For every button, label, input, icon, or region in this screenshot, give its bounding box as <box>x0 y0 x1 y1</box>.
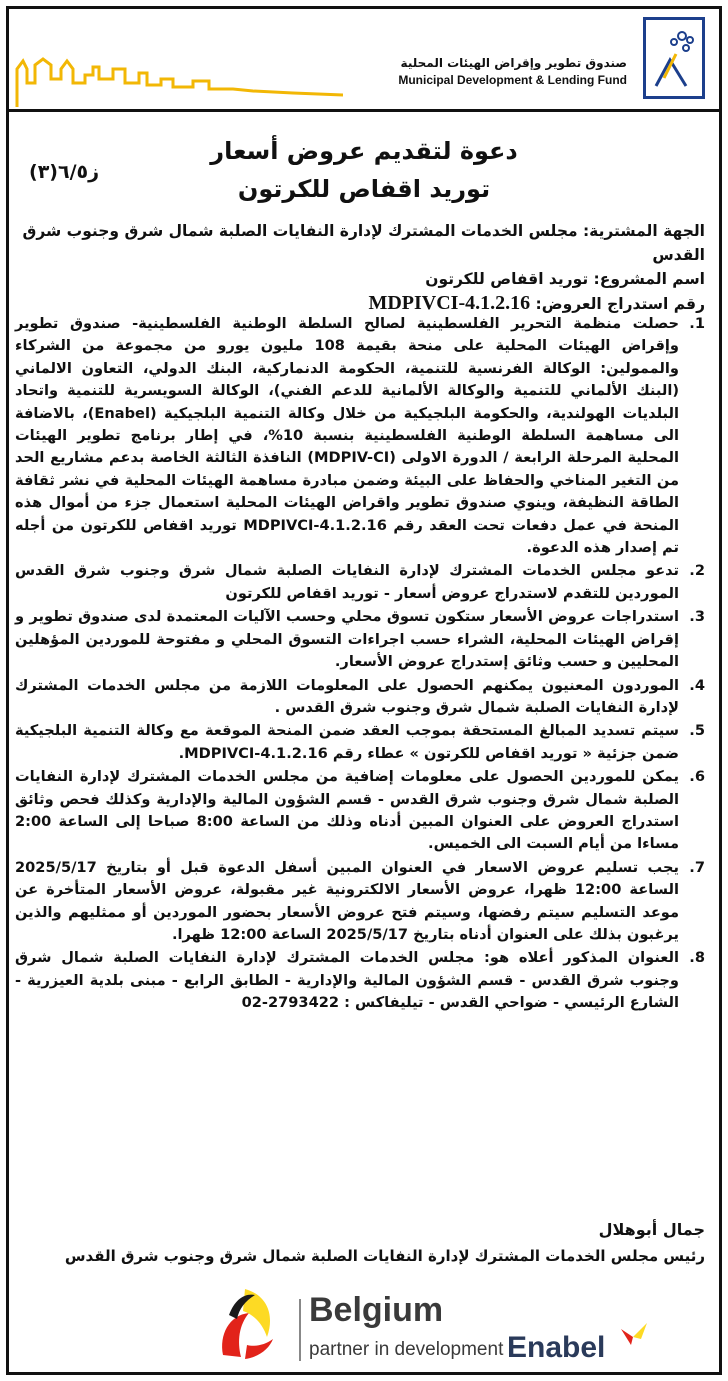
enabel-mark-icon <box>619 1319 649 1349</box>
signature-block <box>15 1217 705 1269</box>
clause-number: 5. <box>689 722 705 740</box>
advertisement-frame <box>6 6 722 1375</box>
fund-name-block <box>398 55 627 89</box>
partner-tagline: partner in development <box>309 1339 504 1360</box>
list-item <box>15 947 705 1014</box>
project-line: اسم المشروع: توريد اقفاص للكرتون <box>425 270 705 288</box>
clause-number: 1. <box>689 315 705 332</box>
footer-logos <box>9 1279 719 1374</box>
purchaser-line: الجهة المشترية: مجلس الخدمات المشترك لإدارة النفايات الصلبة شمال شرق وجنوب شرق القدس <box>22 222 705 264</box>
clause-number: 7. <box>689 858 705 876</box>
fund-logo-icon <box>643 17 705 99</box>
list-item <box>15 720 705 765</box>
list-item <box>15 857 705 947</box>
belgium-flag-logo-icon <box>215 1285 279 1363</box>
fund-name-arabic: صندوق تطوير وإقراض الهيئات المحلية <box>400 56 627 70</box>
clause-number: 2. <box>689 562 705 580</box>
list-item <box>15 766 705 856</box>
jerusalem-skyline-icon <box>13 39 343 109</box>
clause-text: حصلت منظمة التحرير الفلسطينية لصالح السلطة الوطنية الفلسطينية- صندوق تطوير وإقراض الهيئات المحلية على منحة بقيمة 108 مليون يورو من مجموعة من الشركاء والممولين: الوكالة الفرنسية للتنمية، الحكومة الدنماركية، البنك الدولي، التعاون الالماني (البنك الألماني للتنمية والوكالة الألمانية للدعم الفني)، الوكالة السويسرية للتنمية واتحاد البلديات الهولندية، والحكومة البلجيكية من خلال وكالة التنمية البلجيكية (Enabel)، بالاضافة الى مساهمة السلطة الوطنية الفلسطينية بنسبة 10%، في إطار برنامج تطوير الهيئات المحلية المرحلة الرابعة / الدورة الاولى (MDPIV-CI) النافذة الثالثة الخاصة بدعم مشاريع الحد من التغير المناخي والحفاظ على البيئة وضمن مبادرة مساهمة الهيئات المحلية في نشر ثقافة الطاقة النظيفة، وينوي صندوق تطوير واقراض الهيئات المحلية استعمال جزء من أموال هذه المنحة في عمل دفعات تحت العقد رقم MDPIVCI-4.1.2.16 توريد اقفاص للكرتون من أجله تم إصدار هذه الدعوة. <box>15 315 679 557</box>
clause-text: استدراجات عروض الأسعار ستكون تسوق محلي وحسب الآليات المعتمدة لدى صندوق تطوير و إقراض الهيئات المحلية، الشراء حسب اجراءات التسوق المحلي و مفتوحة للموردين المؤهلين المحليين و حسب وثائق إستدراج عروض الأسعار. <box>15 608 679 671</box>
rfq-number: MDPIVCI-4.1.2.16 <box>368 292 531 314</box>
enabel-wordmark: Enabel <box>507 1331 606 1364</box>
header-divider <box>9 109 719 112</box>
clause-number: 8. <box>689 949 705 967</box>
list-item <box>15 675 705 720</box>
clause-text: الموردون المعنيون يمكنهم الحصول على المعلومات اللازمة من مجلس الخدمات المشترك لإدارة النفايات الصلبة شمال شرق وجنوب شرق القدس . <box>15 676 679 716</box>
page-subtitle: توريد اقفاص للكرتون <box>237 175 491 203</box>
belgium-wordmark: Belgium <box>309 1291 444 1329</box>
tender-meta <box>15 219 705 316</box>
rfq-label: رقم استدراج العروض: <box>535 295 705 313</box>
clause-text: سيتم تسديد المبالغ المستحقة بموجب العقد ضمن المنحة الموقعة مع وكالة التنمية البلجيكية ضمن جزئية « توريد اقفاص للكرتون » عطاء رقم MDPIVCI-4.1.2.16. <box>15 722 679 762</box>
tender-clauses <box>15 313 705 1016</box>
clause-number: 3. <box>689 608 705 626</box>
clause-text: العنوان المذكور أعلاه هو: مجلس الخدمات المشترك لإدارة النفايات الصلبة شمال شرق وجنوب شرق القدس - قسم الشؤون المالية والإدارية - الطابق الرابع - مبنى بلدية العيزرية - الشارع الرئيسي - ضواحي القدس - تيليفاكس : 2793422-02 <box>15 949 679 1012</box>
list-item <box>15 313 705 559</box>
footer-divider <box>299 1299 301 1361</box>
clause-text: يجب تسليم عروض الاسعار في العنوان المبين أسفل الدعوة قبل أو بتاريخ 2025/5/17 الساعة 12:00 ظهرا، عروض الأسعار الالكترونية غير مقبولة، عروض الأسعار المتأخرة عن موعد التسليم سيتم رفضها، وسيتم فتح عروض الأسعار بحضور الموردين أو ممثليهم والذين يرغبون بذلك على العنوان أدناه بتاريخ 2025/5/17 الساعة 12:00 ظهرا. <box>15 858 680 943</box>
clause-number: 6. <box>689 768 705 786</box>
list-item <box>15 560 705 605</box>
clause-number: 4. <box>689 676 705 694</box>
page-title: دعوة لتقديم عروض أسعار <box>210 137 518 165</box>
reference-code: ز٦/٥(٣) <box>29 161 100 183</box>
clause-text: تدعو مجلس الخدمات المشترك لإدارة النفايات الصلبة شمال شرق وجنوب شرق القدس الموردين للتقدم لاستدراج عروض أسعار - توريد اقفاص للكرتون <box>15 562 679 602</box>
signatory-position: رئيس مجلس الخدمات المشترك لإدارة النفايات الصلبة شمال شرق وجنوب شرق القدس <box>64 1247 705 1265</box>
list-item <box>15 606 705 673</box>
signatory-name: جمال أبوهلال <box>598 1220 705 1239</box>
fund-name-english: Municipal Development & Lending Fund <box>398 73 627 87</box>
clause-text: يمكن للموردين الحصول على معلومات إضافية من مجلس الخدمات المشترك لإدارة النفايات الصلبة شمال شرق وجنوب شرق القدس - قسم الشؤون المالية والإدارية وكذلك فحص وثائق استدراج العروض على العنوان المبين أدناه وذلك من الساعة 8:00 صباحا إلى الساعة 2:00 مساءا من أيام السبت الى الخميس. <box>15 768 679 853</box>
